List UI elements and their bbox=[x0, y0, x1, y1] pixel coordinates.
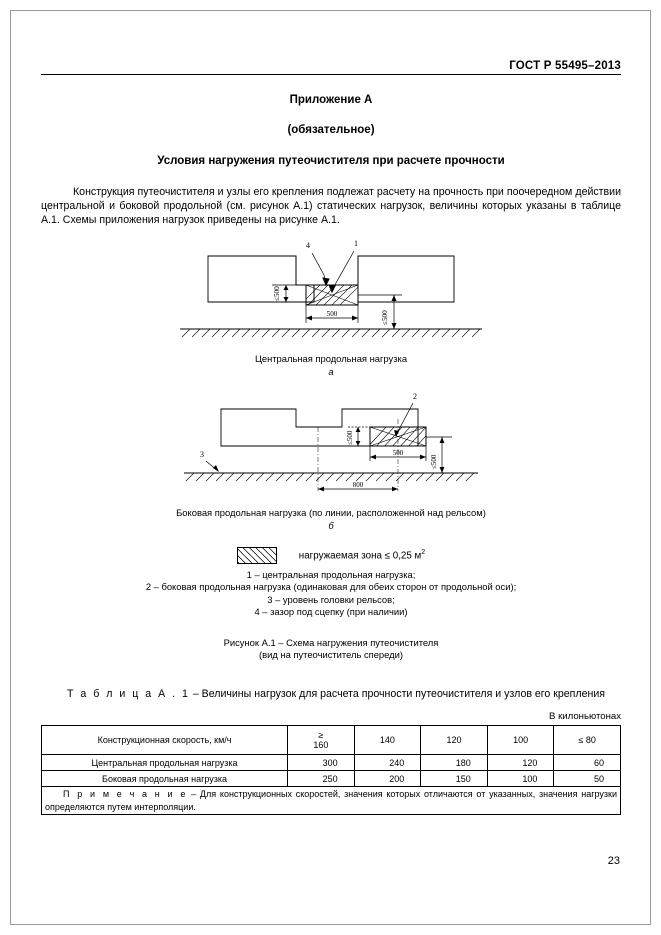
callout-leaders-b bbox=[206, 403, 413, 471]
callout-1-label: 1 bbox=[354, 239, 358, 248]
cell-lateral-160: 250 bbox=[288, 771, 355, 787]
dim-bottom-label-a: 500 bbox=[326, 310, 338, 318]
callout-2-label: 2 bbox=[413, 392, 417, 401]
hatch-swatch-icon bbox=[237, 547, 277, 564]
table-header-row bbox=[42, 726, 621, 755]
table-header-speed: Конструкционная скорость, км/ч bbox=[42, 726, 288, 755]
diagram-b-svg bbox=[166, 391, 496, 503]
table-note-text: – Для конструкционных скоростей, значения которых отличаются от указанных, значения нагрузки определяются путем интерполяции. bbox=[45, 789, 617, 812]
table-header-80: ≤ 80 bbox=[554, 726, 621, 755]
cell-central-160: 300 bbox=[288, 755, 355, 771]
figure-title bbox=[41, 637, 621, 662]
intro-paragraph bbox=[41, 185, 621, 227]
dim-right-vertical-a bbox=[358, 295, 402, 329]
cell-central-80: 60 bbox=[554, 755, 621, 771]
page-number: 23 bbox=[607, 855, 620, 867]
legend-list bbox=[41, 569, 621, 619]
dim-left-label-b: ≤500 bbox=[346, 430, 354, 445]
load-zone-hatch-b bbox=[364, 425, 436, 451]
callout-arrowheads-b bbox=[213, 430, 399, 472]
cell-lateral-100: 100 bbox=[487, 771, 554, 787]
legend-item-2: 2 – боковая продольная нагрузка (одинаковая для обеих сторон от продольной оси); bbox=[145, 581, 517, 593]
diagram-b-caption: Боковая продольная нагрузка (по линии, расположенной над рельсом) bbox=[176, 507, 486, 518]
table-caption-text: – Величины нагрузок для расчета прочности путеочистителя и узлов его крепления bbox=[189, 688, 605, 701]
page-content bbox=[41, 0, 621, 815]
diagram-a-svg bbox=[166, 235, 496, 347]
ground-level-a bbox=[180, 329, 482, 337]
header-rule bbox=[41, 74, 621, 75]
table-header-120: 120 bbox=[421, 726, 488, 755]
dim-left-label-a: ≤500 bbox=[273, 286, 281, 301]
table-note bbox=[42, 787, 621, 814]
cell-central-120: 180 bbox=[421, 755, 488, 771]
cell-central-140: 240 bbox=[354, 755, 421, 771]
table-header-160 bbox=[288, 726, 355, 755]
table-note-row bbox=[42, 787, 621, 814]
callout-leaders-a bbox=[312, 251, 354, 290]
intro-paragraph-text: Конструкция путеочистителя и узлы его крепления подлежат расчету на прочность при поочередном действии центральной и боковой продольной (см. рисунок А.1) статических нагрузок, величины которых указаны в таблице А.1. Схемы приложения нагрузок приведены на рисунке А.1. bbox=[41, 186, 621, 226]
cell-lateral-120: 150 bbox=[421, 771, 488, 787]
legend-item-3: 3 – уровень головки рельсов; bbox=[267, 593, 395, 605]
diagram-a-sublabel: а bbox=[328, 366, 334, 377]
dim-right-label-b: ≤500 bbox=[430, 454, 438, 469]
annex-title: Приложение А bbox=[289, 94, 373, 106]
cell-lateral-140: 200 bbox=[354, 771, 421, 787]
figure-title-line2: (вид на путеочиститель спереди) bbox=[258, 649, 403, 661]
diagram-b bbox=[41, 391, 621, 503]
diagram-a bbox=[41, 235, 621, 347]
diagram-a-caption: Центральная продольная нагрузка bbox=[254, 353, 408, 364]
cell-central-100: 120 bbox=[487, 755, 554, 771]
cell-lateral-80: 50 bbox=[554, 771, 621, 787]
dim-right-label-a: ≤500 bbox=[381, 310, 389, 325]
table-caption-prefix: Т а б л и ц а А . 1 bbox=[67, 688, 190, 701]
legend-item-4: 4 – зазор под сцепку (при наличии) bbox=[254, 606, 408, 618]
table-caption bbox=[41, 687, 621, 701]
legend-item-1: 1 – центральная продольная нагрузка; bbox=[246, 569, 416, 580]
standard-number: ГОСТ Р 55495–2013 bbox=[509, 60, 621, 72]
figure-title-line1: Рисунок А.1 – Схема нагружения путеочистителя bbox=[223, 636, 439, 648]
dim-bottom-label-b: 800 bbox=[352, 481, 364, 489]
row-label-lateral: Боковая продольная нагрузка bbox=[42, 771, 288, 787]
table-header-160-num: 160 bbox=[313, 740, 329, 751]
legend-hatch-row bbox=[41, 547, 621, 564]
table-row bbox=[42, 755, 621, 771]
annex-heading: Условия нагружения путеочистителя при расчете прочности bbox=[157, 155, 505, 167]
loads-table bbox=[41, 725, 621, 814]
legend-hatch-sup: 2 bbox=[421, 549, 426, 557]
dim-inner-label-b: 500 bbox=[392, 449, 404, 457]
row-label-central: Центральная продольная нагрузка bbox=[42, 755, 288, 771]
table-header-160-sym: ≥ bbox=[318, 730, 324, 741]
ground-level-b bbox=[184, 473, 478, 481]
table-header-140: 140 bbox=[354, 726, 421, 755]
legend-hatch-text: нагружаемая зона ≤ 0,25 м bbox=[298, 550, 422, 562]
table-note-prefix: П р и м е ч а н и е bbox=[63, 789, 188, 800]
callout-3-label: 3 bbox=[200, 450, 204, 459]
table-header-100: 100 bbox=[487, 726, 554, 755]
table-units-note: В килоньютонах bbox=[549, 711, 621, 723]
callout-4-label: 4 bbox=[306, 241, 310, 250]
annex-status: (обязательное) bbox=[287, 124, 375, 136]
diagram-b-sublabel: б bbox=[328, 520, 334, 531]
table-row bbox=[42, 771, 621, 787]
legend-hatch-label bbox=[299, 549, 425, 561]
